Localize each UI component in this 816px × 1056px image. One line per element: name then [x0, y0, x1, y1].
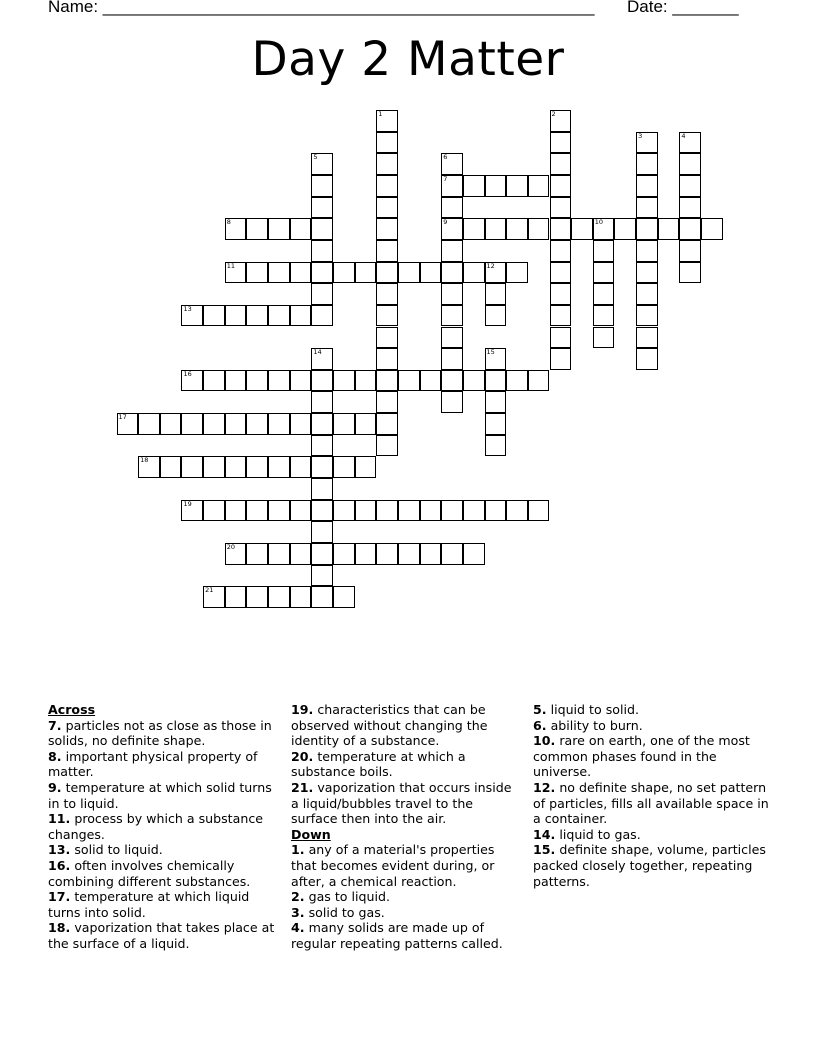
grid-cell[interactable] — [636, 240, 658, 262]
grid-cell[interactable] — [441, 175, 463, 197]
clue-down-6: 6. ability to burn. — [533, 717, 643, 733]
clue-number: 13 — [183, 304, 192, 313]
grid-cell[interactable] — [311, 153, 333, 175]
down-heading: Down — [291, 826, 331, 842]
grid-cell[interactable] — [246, 305, 268, 327]
grid-cell[interactable] — [225, 413, 247, 435]
clue-number: 9 — [443, 218, 448, 227]
grid-cell[interactable] — [463, 218, 485, 240]
grid-cell[interactable] — [138, 456, 160, 478]
grid-cell[interactable] — [550, 132, 572, 154]
grid-cell[interactable] — [679, 197, 701, 219]
grid-cell[interactable] — [441, 240, 463, 262]
clue-across-9: 9. temperature at which solid turns in to liquid. — [48, 779, 272, 811]
grid-cell[interactable] — [679, 175, 701, 197]
grid-cell[interactable] — [701, 218, 723, 240]
grid-cell[interactable] — [550, 197, 572, 219]
grid-cell[interactable] — [528, 500, 550, 522]
grid-cell[interactable] — [160, 456, 182, 478]
grid-cell[interactable] — [333, 262, 355, 284]
grid-cell[interactable] — [268, 218, 290, 240]
grid-cell[interactable] — [333, 370, 355, 392]
clue-number: 19 — [183, 499, 192, 508]
grid-cell[interactable] — [420, 500, 442, 522]
grid-cell[interactable] — [333, 586, 355, 608]
grid-cell[interactable] — [398, 370, 420, 392]
grid-cell[interactable] — [246, 456, 268, 478]
grid-cell[interactable] — [376, 327, 398, 349]
grid-cell[interactable] — [311, 391, 333, 413]
grid-cell[interactable] — [376, 543, 398, 565]
clue-number: 16 — [183, 369, 192, 378]
grid-cell[interactable] — [138, 413, 160, 435]
grid-cell[interactable] — [355, 370, 377, 392]
grid-cell[interactable] — [268, 456, 290, 478]
clue-number: 21 — [205, 586, 214, 595]
grid-cell[interactable] — [441, 153, 463, 175]
clues-column-3 — [533, 702, 769, 889]
grid-cell[interactable] — [636, 197, 658, 219]
grid-cell[interactable] — [550, 262, 572, 284]
grid-cell[interactable] — [311, 348, 333, 370]
grid-cell[interactable] — [420, 262, 442, 284]
grid-cell[interactable] — [290, 305, 312, 327]
clue-down-12: 12. no definite shape, no set pattern of particles, fills all available space in a container. — [533, 779, 769, 827]
grid-cell[interactable] — [658, 218, 680, 240]
grid-cell[interactable] — [636, 262, 658, 284]
grid-cell[interactable] — [290, 500, 312, 522]
grid-cell[interactable] — [268, 586, 290, 608]
grid-cell[interactable] — [311, 175, 333, 197]
grid-cell[interactable] — [550, 305, 572, 327]
grid-cell[interactable] — [593, 240, 615, 262]
grid-cell[interactable] — [679, 132, 701, 154]
grid-cell[interactable] — [485, 262, 507, 284]
grid-cell[interactable] — [311, 521, 333, 543]
grid-cell[interactable] — [311, 413, 333, 435]
grid-cell[interactable] — [311, 565, 333, 587]
grid-cell[interactable] — [485, 305, 507, 327]
clue-across-19: 19. characteristics that can be observed without changing the identity of a substance. — [291, 702, 488, 749]
grid-cell[interactable] — [181, 456, 203, 478]
grid-cell[interactable] — [290, 370, 312, 392]
grid-cell[interactable] — [225, 456, 247, 478]
grid-cell[interactable] — [636, 218, 658, 240]
clue-across-21: 21. vaporization that occurs inside a liquid/bubbles travel to the surface then into the air. — [291, 779, 512, 827]
grid-cell[interactable] — [636, 327, 658, 349]
grid-cell[interactable] — [160, 413, 182, 435]
grid-cell[interactable] — [550, 327, 572, 349]
grid-cell[interactable] — [311, 370, 333, 392]
grid-cell[interactable] — [441, 197, 463, 219]
grid-cell[interactable] — [679, 218, 701, 240]
grid-cell[interactable] — [528, 370, 550, 392]
grid-cell[interactable] — [376, 391, 398, 413]
grid-cell[interactable] — [463, 370, 485, 392]
grid-cell[interactable] — [636, 132, 658, 154]
grid-cell[interactable] — [550, 348, 572, 370]
grid-cell[interactable] — [181, 413, 203, 435]
clue-across-11: 11. process by which a substance changes. — [48, 811, 263, 842]
grid-cell[interactable] — [333, 543, 355, 565]
clue-across-13: 13. solid to liquid. — [48, 842, 163, 858]
grid-cell[interactable] — [506, 175, 528, 197]
grid-cell[interactable] — [376, 132, 398, 154]
grid-cell[interactable] — [203, 305, 225, 327]
grid-cell[interactable] — [376, 283, 398, 305]
grid-cell[interactable] — [268, 370, 290, 392]
grid-cell[interactable] — [376, 500, 398, 522]
grid-cell[interactable] — [225, 586, 247, 608]
grid-cell[interactable] — [441, 543, 463, 565]
clue-down-1: 1. any of a material's properties that becomes evident during, or after, a chemical reaction. — [291, 842, 495, 889]
grid-cell[interactable] — [355, 500, 377, 522]
grid-cell[interactable] — [268, 500, 290, 522]
across-heading: Across — [48, 702, 96, 717]
grid-cell[interactable] — [463, 175, 485, 197]
grid-cell[interactable] — [506, 218, 528, 240]
grid-cell[interactable] — [636, 175, 658, 197]
grid-cell[interactable] — [506, 262, 528, 284]
grid-cell[interactable] — [463, 262, 485, 284]
grid-cell[interactable] — [485, 435, 507, 457]
grid-cell[interactable] — [376, 240, 398, 262]
grid-cell[interactable] — [636, 348, 658, 370]
clue-number: 1 — [378, 110, 383, 118]
grid-cell[interactable] — [679, 240, 701, 262]
grid-cell[interactable] — [333, 456, 355, 478]
name-field-label: Name: ____________________________________________________ — [48, 0, 595, 16]
grid-cell[interactable] — [485, 500, 507, 522]
grid-cell[interactable] — [333, 500, 355, 522]
clue-down-4: 4. many solids are made up of regular repeating patterns called. — [291, 920, 503, 951]
grid-cell[interactable] — [203, 500, 225, 522]
clue-number: 7 — [443, 174, 448, 183]
grid-cell[interactable] — [485, 283, 507, 305]
grid-cell[interactable] — [376, 153, 398, 175]
grid-cell[interactable] — [311, 478, 333, 500]
grid-cell[interactable] — [441, 391, 463, 413]
grid-cell[interactable] — [311, 500, 333, 522]
grid-cell[interactable] — [268, 543, 290, 565]
grid-cell[interactable] — [614, 218, 636, 240]
grid-cell[interactable] — [550, 175, 572, 197]
grid-cell[interactable] — [246, 413, 268, 435]
grid-cell[interactable] — [246, 586, 268, 608]
grid-cell[interactable] — [268, 305, 290, 327]
clue-down-15: 15. definite shape, volume, particles packed closely together, repeating patterns. — [533, 842, 766, 889]
grid-cell[interactable] — [376, 305, 398, 327]
grid-cell[interactable] — [506, 500, 528, 522]
grid-cell[interactable] — [593, 327, 615, 349]
clues-column-2 — [291, 702, 523, 952]
grid-cell[interactable] — [441, 500, 463, 522]
clue-down-3: 3. solid to gas. — [291, 904, 385, 920]
grid-cell[interactable] — [311, 262, 333, 284]
grid-cell[interactable] — [203, 413, 225, 435]
grid-cell[interactable] — [441, 348, 463, 370]
grid-cell[interactable] — [550, 240, 572, 262]
grid-cell[interactable] — [246, 543, 268, 565]
clue-across-8: 8. important physical property of matter. — [48, 748, 258, 780]
clues-column-1 — [48, 702, 280, 952]
clue-down-5: 5. liquid to solid. — [533, 702, 639, 717]
grid-cell[interactable] — [398, 262, 420, 284]
grid-cell[interactable] — [593, 262, 615, 284]
grid-cell[interactable] — [117, 413, 139, 435]
grid-cell[interactable] — [441, 218, 463, 240]
grid-cell[interactable] — [485, 218, 507, 240]
grid-cell[interactable] — [441, 305, 463, 327]
grid-cell[interactable] — [225, 218, 247, 240]
grid-cell[interactable] — [290, 586, 312, 608]
grid-cell[interactable] — [333, 413, 355, 435]
grid-cell[interactable] — [246, 262, 268, 284]
grid-cell[interactable] — [268, 262, 290, 284]
grid-cell[interactable] — [485, 413, 507, 435]
clue-across-7: 7. particles not as close as those in solids, no definite shape. — [48, 717, 272, 749]
grid-cell[interactable] — [225, 500, 247, 522]
clue-across-18: 18. vaporization that takes place at the surface of a liquid. — [48, 920, 275, 951]
grid-cell[interactable] — [376, 435, 398, 457]
grid-cell[interactable] — [485, 175, 507, 197]
clue-number: 20 — [226, 543, 236, 551]
grid-cell[interactable] — [181, 305, 203, 327]
grid-cell[interactable] — [181, 370, 203, 392]
grid-cell[interactable] — [246, 218, 268, 240]
grid-cell[interactable] — [441, 262, 463, 284]
grid-cell[interactable] — [311, 218, 333, 240]
grid-cell[interactable] — [268, 413, 290, 435]
grid-cell[interactable] — [376, 218, 398, 240]
grid-cell[interactable] — [593, 305, 615, 327]
grid-cell[interactable] — [181, 500, 203, 522]
grid-cell[interactable] — [636, 153, 658, 175]
page-title: Day 2 Matter — [251, 32, 565, 87]
grid-cell[interactable] — [311, 456, 333, 478]
grid-cell[interactable] — [398, 500, 420, 522]
grid-cell[interactable] — [506, 370, 528, 392]
clue-number: 6 — [443, 153, 448, 162]
grid-cell[interactable] — [203, 456, 225, 478]
date-field-label: Date: _______ — [627, 0, 739, 16]
clue-number: 3 — [638, 131, 643, 140]
grid-cell[interactable] — [420, 370, 442, 392]
grid-cell[interactable] — [246, 500, 268, 522]
clue-down-14: 14. liquid to gas. — [533, 826, 641, 842]
grid-cell[interactable] — [225, 305, 247, 327]
grid-cell[interactable] — [550, 110, 572, 132]
grid-cell[interactable] — [679, 153, 701, 175]
grid-cell[interactable] — [290, 262, 312, 284]
grid-cell[interactable] — [290, 456, 312, 478]
grid-cell[interactable] — [376, 110, 398, 132]
grid-cell[interactable] — [420, 543, 442, 565]
grid-cell[interactable] — [376, 348, 398, 370]
grid-cell[interactable] — [311, 305, 333, 327]
grid-cell[interactable] — [203, 586, 225, 608]
clue-across-20: 20. temperature at which a substance boils. — [291, 748, 466, 780]
grid-cell[interactable] — [311, 240, 333, 262]
grid-cell[interactable] — [355, 262, 377, 284]
grid-cell[interactable] — [225, 262, 247, 284]
grid-cell[interactable] — [311, 435, 333, 457]
clue-across-17: 17. temperature at which liquid turns into solid. — [48, 889, 250, 920]
grid-cell[interactable] — [679, 262, 701, 284]
clue-number: 10 — [594, 218, 604, 227]
clue-number: 12 — [486, 261, 495, 270]
grid-cell[interactable] — [485, 348, 507, 370]
grid-cell[interactable] — [311, 586, 333, 608]
grid-cell[interactable] — [355, 543, 377, 565]
grid-cell[interactable] — [203, 370, 225, 392]
clue-number: 2 — [551, 110, 556, 118]
grid-cell[interactable] — [290, 413, 312, 435]
grid-cell[interactable] — [225, 543, 247, 565]
grid-cell[interactable] — [225, 370, 247, 392]
grid-cell[interactable] — [246, 370, 268, 392]
clue-number: 14 — [313, 348, 322, 357]
grid-cell[interactable] — [485, 370, 507, 392]
grid-cell[interactable] — [550, 153, 572, 175]
grid-cell[interactable] — [441, 283, 463, 305]
grid-cell[interactable] — [593, 283, 615, 305]
grid-cell[interactable] — [636, 305, 658, 327]
clue-down-2: 2. gas to liquid. — [291, 889, 390, 905]
clue-number: 18 — [140, 456, 149, 465]
clue-number: 5 — [313, 153, 318, 162]
clue-down-10: 10. rare on earth, one of the most common phases found in the universe. — [533, 733, 750, 780]
grid-cell[interactable] — [376, 262, 398, 284]
grid-cell[interactable] — [441, 327, 463, 349]
clue-number: 17 — [118, 413, 127, 422]
grid-cell[interactable] — [571, 218, 593, 240]
grid-cell[interactable] — [636, 283, 658, 305]
grid-cell[interactable] — [355, 413, 377, 435]
grid-cell[interactable] — [355, 456, 377, 478]
grid-cell[interactable] — [376, 370, 398, 392]
grid-cell[interactable] — [550, 218, 572, 240]
grid-cell[interactable] — [290, 543, 312, 565]
grid-cell[interactable] — [441, 370, 463, 392]
grid-cell[interactable] — [376, 175, 398, 197]
clue-number: 4 — [681, 131, 686, 140]
grid-cell[interactable] — [528, 175, 550, 197]
clue-number: 15 — [486, 348, 495, 357]
grid-cell[interactable] — [376, 413, 398, 435]
grid-cell[interactable] — [463, 500, 485, 522]
grid-cell[interactable] — [376, 197, 398, 219]
grid-cell[interactable] — [290, 218, 312, 240]
grid-cell[interactable] — [463, 543, 485, 565]
clue-across-16: 16. often involves chemically combining different substances. — [48, 857, 251, 889]
clue-number: 8 — [226, 218, 231, 227]
grid-cell[interactable] — [593, 218, 615, 240]
grid-cell[interactable] — [311, 197, 333, 219]
grid-cell[interactable] — [528, 218, 550, 240]
grid-cell[interactable] — [485, 391, 507, 413]
grid-cell[interactable] — [311, 283, 333, 305]
grid-cell[interactable] — [311, 543, 333, 565]
clue-number: 11 — [226, 261, 236, 270]
grid-cell[interactable] — [550, 283, 572, 305]
grid-cell[interactable] — [398, 543, 420, 565]
